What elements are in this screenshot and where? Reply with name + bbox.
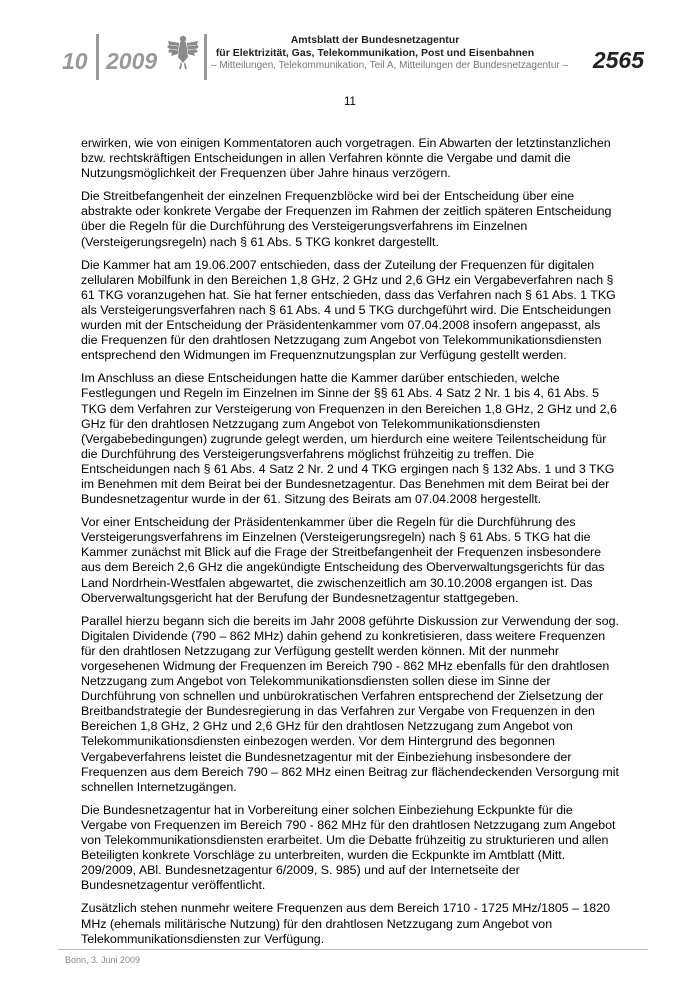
paragraph: Zusätzlich stehen nunmehr weitere Frequenzen aus dem Bereich 1710 - 1725 MHz/1805 – 1820 MHz (ehemals militärische Nutzung) für den drahtlosen Netzzugang zum Angebot von Telekommunikationsdiensten zur Verfügung. — [81, 901, 610, 946]
issue-year: 2009 — [106, 48, 158, 74]
publication-title-line: Amtsblatt der Bundesnetzagentur — [290, 34, 460, 46]
footer-divider — [58, 949, 648, 950]
paragraph: Die Kammer hat am 19.06.2007 entschieden, dass der Zuteilung der Frequenzen für digitalen zellularen Mobilfunk in den Bereichen 1,8 GHz, 2 GHz und 2,6 GHz ein Vergabeverfahren nach § 61 TKG voranzugehen hat. Sie hat ferner entschieden, dass das Verfahren nach § 61 Abs. 1 TKG als Versteigerungsverfahren nach § 61 Abs. 4 und 5 TKG durchgeführt wird. Die Entscheidungen wurden mit der Entscheidung der Präsidentenkammer vom 07.04.2008 insofern angepasst, als die Frequenzen für den drahtlosen Netzzugang zum Angebot von Telekommunikationsdiensten entsprechend den Widmungen im Frequenznutzungsplan zur Verfügung gestellt werden. — [81, 257, 616, 363]
publication-subtitle: – Mitteilungen, Telekommunikation, Teil A, Mitteilungen der Bundesnetzagentur – — [211, 60, 569, 71]
publication-title-line: für Elektrizität, Gas, Telekommunikation, Post und Eisenbahnen — [215, 47, 535, 59]
header-divider — [204, 34, 207, 80]
paragraph: Die Streitbefangenheit der einzelnen Frequenzblöcke wird bei der Entscheidung über eine abstrakte oder konkrete Vergabe der Frequenzen im Rahmen der zeitlich späteren Entscheidung über die Regeln für die Durchführung des Versteigerungsverfahrens im Einzelnen (Versteigerungsregeln) nach § 61 Abs. 5 TKG konkret dargestellt. — [81, 189, 612, 249]
section-number: 11 — [344, 96, 356, 108]
paragraph: Parallel hierzu begann sich die bereits im Jahr 2008 geführte Diskussion zur Verwendung der sog. Digitalen Dividende (790 – 862 MHz) dahin gehend zu konkretisieren, dass weitere Frequenzen für den drahtlosen Netzzugang zur Verfügung gestellt werden können. Mit der nunmehr vorgesehenen Widmung der Frequenzen im Bereich 790 - 862 MHz ebenfalls für den drahtlosen Netzzugang zum Angebot von Telekommunikationsdiensten sollen diese im Sinne der Durchführung von schnellen und unbürokratischen Verfahren entsprechend der Zielsetzung der Breitbandstrategie der Bundesregierung in das Verfahren zur Vergabe von Frequenzen in den Bereichen 1,8 GHz, 2 GHz und 2,6 GHz für den drahtlosen Netzzugang zum Angebot von Telekommunikationsdiensten einbezogen werden. Vor dem Hintergrund des begonnen Vergabeverfahrens leistet die Bundesnetzagentur mit der Einbeziehung insbesondere der Frequenzen aus dem Bereich 790 – 862 MHz einen Beitrag zur flächendeckenden Versorgung mit schnellen Internetzugängen. — [81, 613, 619, 794]
federal-eagle-icon — [166, 33, 200, 71]
paragraph: erwirken, wie von einigen Kommentatoren auch vorgetragen. Ein Abwarten der letztinstanzlichen bzw. rechtskräftigen Entscheidungen in allen Verfahren könnte die Vergabe und damit die Nutzungsmöglichkeit der Frequenzen über Jahre hinaus verzögern. — [81, 136, 611, 181]
footer-place-date: Bonn, 3. Juni 2009 — [65, 955, 141, 965]
document-body — [81, 136, 619, 955]
page-header — [0, 0, 700, 90]
paragraph: Vor einer Entscheidung der Präsidentenkammer über die Regeln für die Durchführung des Versteigerungsverfahrens im Einzelnen (Versteigerungsregeln) nach § 61 Abs. 5 TKG hat die Kammer zunächst mit Blick auf die Frage der Streitbefangenheit der Frequenzen insbesondere aus dem Bereich 2,6 GHz die angekündigte Entscheidung des Oberverwaltungsgerichts für das Land Nordrhein-Westfalen abgewartet, die zwischenzeitlich am 30.10.2008 ergangen ist. Das Oberverwaltungsgericht hat der Berufung der Bundesnetzagentur stattgegeben. — [81, 515, 605, 605]
issue-number: 10 — [62, 48, 88, 74]
publication-title — [212, 34, 538, 60]
page-number: 2565 — [592, 47, 644, 73]
header-divider — [96, 34, 99, 80]
paragraph: Die Bundesnetzagentur hat in Vorbereitung einer solchen Einbeziehung Eckpunkte für die Vergabe von Frequenzen im Bereich 790 - 862 MHz für den drahtlosen Netzzugang zum Angebot von Telekommunikationsdiensten erarbeitet. Um die Debatte frühzeitig zu strukturieren und allen Beteiligten konkrete Vorschläge zu unterbreiten, wurden die Eckpunkte im Amtblatt (Mitt. 209/2009, ABl. Bundesnetzagentur 6/2009, S. 985) und auf der Internetseite der Bundesnetzagentur veröffentlicht. — [81, 802, 616, 893]
paragraph: Im Anschluss an diese Entscheidungen hatte die Kammer darüber entschieden, welche Festlegungen und Regeln im Einzelnen im Sinne der §§ 61 Abs. 4 Satz 2 Nr. 1 bis 4, 61 Abs. 5 TKG dem Verfahren zur Versteigerung von Frequenzen in den Bereichen 1,8 GHz, 2 GHz und 2,6 GHz für den drahtlosen Netzzugang zum Angebot von Telekommunikationsdiensten (Vergabebedingungen) zugrunde gelegt werden, um hierdurch eine weitere Teilentscheidung für die Durchführung des Versteigerungsverfahrens möglichst frühzeitig zu treffen. Die Entscheidungen nach § 61 Abs. 4 Satz 2 Nr. 2 und 4 TKG ergingen nach § 132 Abs. 1 und 3 TKG im Benehmen mit dem Beirat bei der Bundesnetzagentur. Das Benehmen mit dem Beirat bei der Bundesnetzagentur wurde in der 61. Sitzung des Beirats am 07.04.2008 hergestellt. — [81, 371, 617, 507]
